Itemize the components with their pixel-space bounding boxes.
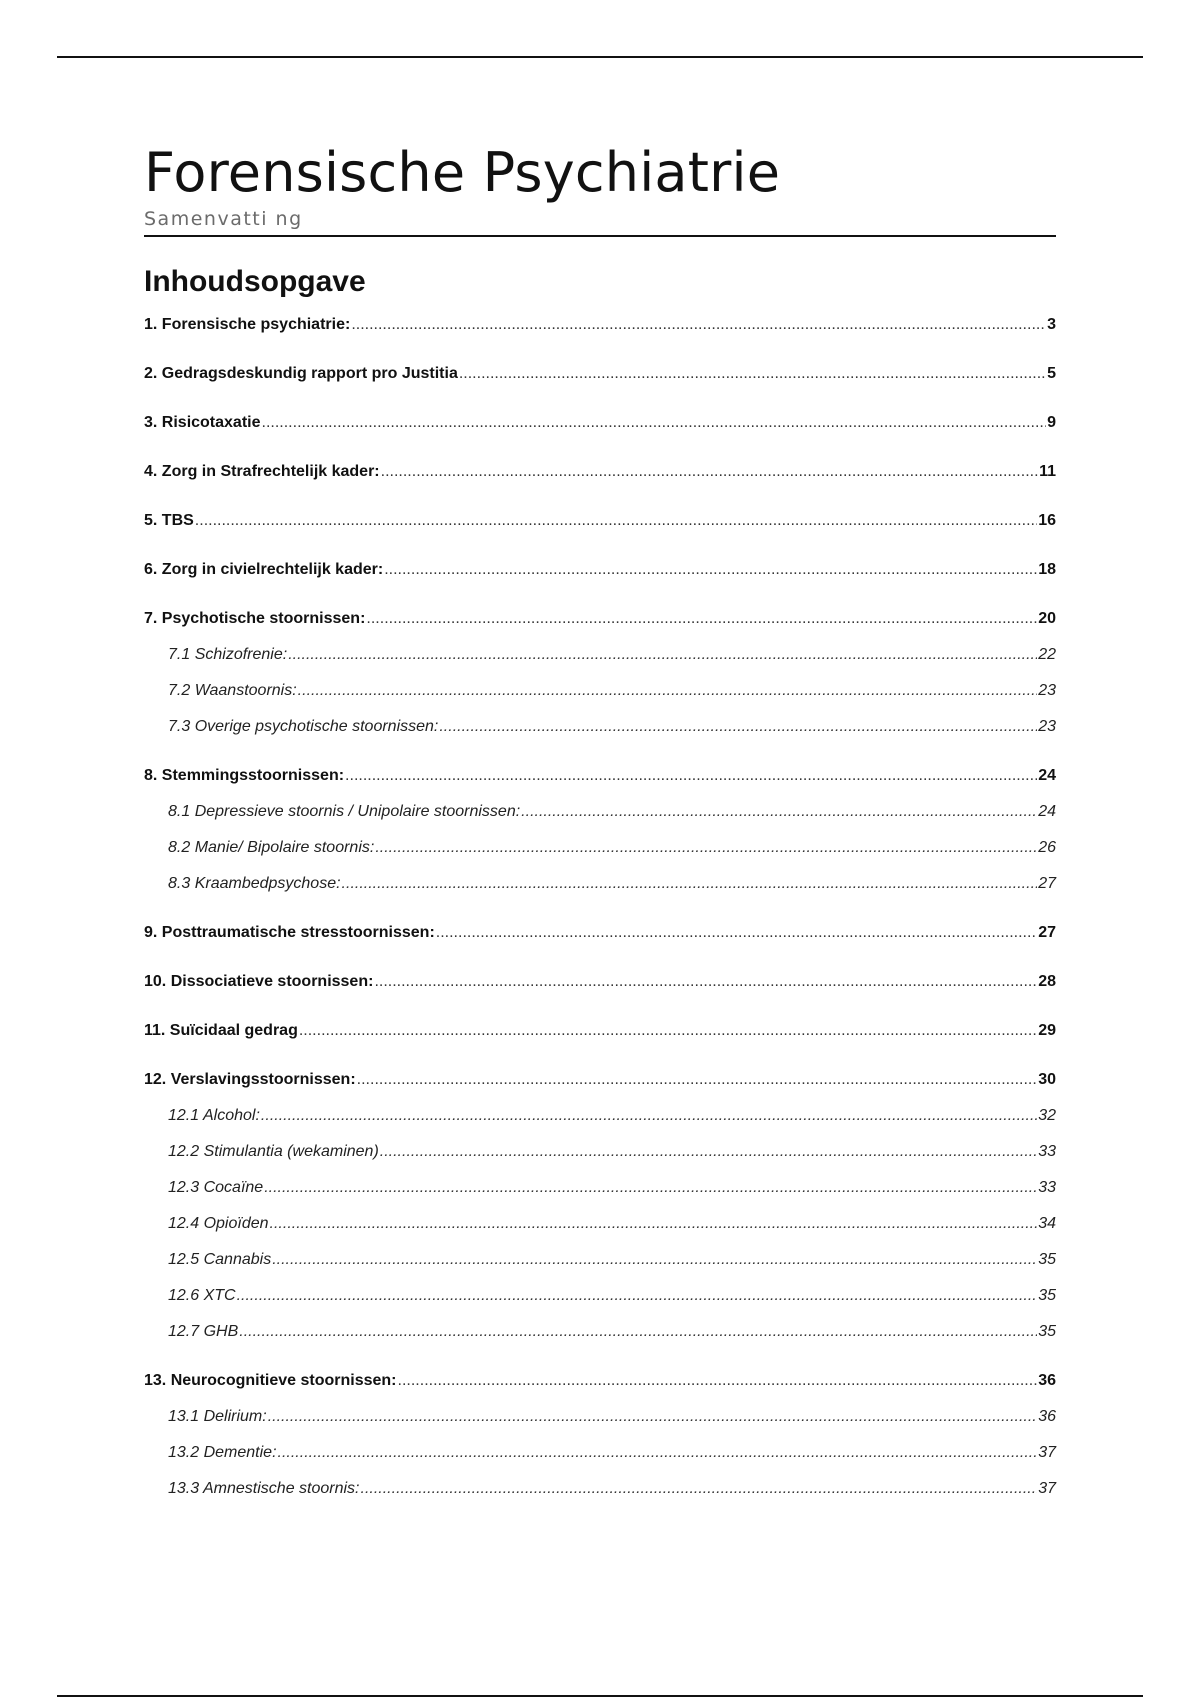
toc-heading: Inhoudsopgave (144, 265, 366, 298)
toc-dot-leader (521, 803, 1037, 821)
toc-dot-leader (436, 924, 1037, 942)
toc-entry-label: 4. Zorg in Strafrechtelijk kader: (144, 463, 380, 480)
toc-entry-chapter[interactable] (144, 1071, 1056, 1107)
toc-entry-label: 13.3 Amnestische stoornis: (168, 1480, 360, 1497)
toc-entry-section[interactable] (144, 1444, 1056, 1480)
toc-entry-label: 8.2 Manie/ Bipolaire stoornis: (168, 839, 375, 856)
toc-entry-label: 7.2 Waanstoornis: (168, 682, 297, 699)
toc-dot-leader (439, 718, 1037, 736)
toc-entry-chapter[interactable] (144, 973, 1056, 1009)
toc-entry-chapter[interactable] (144, 1372, 1056, 1408)
toc-dot-leader (270, 1215, 1038, 1233)
toc-entry-chapter[interactable] (144, 561, 1056, 597)
toc-entry-page-number: 11 (1039, 463, 1056, 480)
toc-entry-label: 7.3 Overige psychotische stoornissen: (168, 718, 439, 735)
toc-entry-label: 8. Stemmingsstoornissen: (144, 767, 345, 784)
toc-entry-page-number: 23 (1038, 682, 1056, 699)
toc-entry-page-number: 32 (1038, 1107, 1056, 1124)
toc-entry-label: 3. Risicotaxatie (144, 414, 261, 431)
toc-entry-chapter[interactable] (144, 316, 1056, 352)
toc-entry-page-number: 29 (1038, 1022, 1056, 1039)
toc-entry-page-number: 18 (1038, 561, 1056, 578)
toc-dot-leader (299, 1022, 1037, 1040)
toc-entry-label: 13.1 Delirium: (168, 1408, 267, 1425)
toc-entry-chapter[interactable] (144, 767, 1056, 803)
toc-dot-leader (459, 365, 1046, 383)
toc-entry-label: 12.4 Opioïden (168, 1215, 269, 1232)
toc-entry-label: 11. Suïcidaal gedrag (144, 1022, 298, 1039)
toc-entry-page-number: 37 (1038, 1480, 1056, 1497)
toc-entry-label: 13. Neurocognitieve stoornissen: (144, 1372, 397, 1389)
toc-entry-page-number: 22 (1038, 646, 1056, 663)
toc-entry-page-number: 28 (1038, 973, 1056, 990)
toc-entry-page-number: 30 (1038, 1071, 1056, 1088)
toc-entry-page-number: 24 (1038, 767, 1056, 784)
toc-entry-page-number: 36 (1038, 1372, 1056, 1389)
toc-entry-section[interactable] (144, 803, 1056, 839)
toc-entry-chapter[interactable] (144, 463, 1056, 499)
toc-entry-label: 9. Posttraumatische stresstoornissen: (144, 924, 435, 941)
toc-entry-page-number: 34 (1038, 1215, 1056, 1232)
toc-dot-leader (268, 1408, 1038, 1426)
toc-entry-section[interactable] (144, 1143, 1056, 1179)
page-bottom-rule (57, 1695, 1143, 1697)
toc-dot-leader (298, 682, 1038, 700)
toc-entry-page-number: 26 (1038, 839, 1056, 856)
toc-entry-page-number: 35 (1038, 1287, 1056, 1304)
toc-entry-page-number: 24 (1038, 803, 1056, 820)
toc-entry-section[interactable] (144, 682, 1056, 718)
toc-entry-label: 12.5 Cannabis (168, 1251, 272, 1268)
toc-entry-label: 13.2 Dementie: (168, 1444, 277, 1461)
toc-entry-chapter[interactable] (144, 414, 1056, 450)
toc-entry-label: 12.1 Alcohol: (168, 1107, 260, 1124)
toc-entry-page-number: 35 (1038, 1251, 1056, 1268)
toc-entry-page-number: 5 (1047, 365, 1056, 382)
toc-dot-leader (288, 646, 1037, 664)
toc-entry-label: 12.7 GHB (168, 1323, 239, 1340)
toc-entry-page-number: 20 (1038, 610, 1056, 627)
toc-entry-label: 8.3 Kraambedpsychose: (168, 875, 341, 892)
toc-entry-chapter[interactable] (144, 512, 1056, 548)
toc-entry-chapter[interactable] (144, 1022, 1056, 1058)
toc-entry-chapter[interactable] (144, 924, 1056, 960)
toc-entry-label: 5. TBS (144, 512, 194, 529)
toc-entry-page-number: 33 (1038, 1143, 1056, 1160)
toc-dot-leader (261, 1107, 1037, 1125)
page-top-rule (57, 56, 1143, 58)
toc-entry-label: 1. Forensische psychiatrie: (144, 316, 351, 333)
toc-dot-leader (374, 973, 1037, 991)
toc-entry-page-number: 33 (1038, 1179, 1056, 1196)
table-of-contents (144, 316, 1056, 1516)
toc-entry-label: 12.6 XTC (168, 1287, 236, 1304)
toc-dot-leader (345, 767, 1037, 785)
toc-dot-leader (381, 463, 1038, 481)
toc-dot-leader (272, 1251, 1037, 1269)
toc-dot-leader (357, 1071, 1038, 1089)
toc-entry-chapter[interactable] (144, 365, 1056, 401)
toc-entry-label: 12. Verslavingsstoornissen: (144, 1071, 356, 1088)
toc-entry-page-number: 37 (1038, 1444, 1056, 1461)
toc-entry-section[interactable] (144, 1287, 1056, 1323)
toc-entry-page-number: 23 (1038, 718, 1056, 735)
toc-entry-label: 12.2 Stimulantia (wekaminen) (168, 1143, 379, 1160)
toc-dot-leader (380, 1143, 1037, 1161)
toc-entry-page-number: 35 (1038, 1323, 1056, 1340)
toc-entry-label: 2. Gedragsdeskundig rapport pro Justitia (144, 365, 458, 382)
toc-entry-section[interactable] (144, 1179, 1056, 1215)
toc-dot-leader (262, 414, 1047, 432)
toc-entry-page-number: 36 (1038, 1408, 1056, 1425)
toc-entry-section[interactable] (144, 1107, 1056, 1143)
toc-entry-section[interactable] (144, 1215, 1056, 1251)
toc-entry-page-number: 27 (1038, 875, 1056, 892)
toc-dot-leader (384, 561, 1037, 579)
toc-entry-section[interactable] (144, 1480, 1056, 1516)
toc-dot-leader (239, 1323, 1037, 1341)
toc-dot-leader (351, 316, 1046, 334)
toc-dot-leader (398, 1372, 1038, 1390)
toc-dot-leader (278, 1444, 1038, 1462)
toc-entry-label: 12.3 Cocaïne (168, 1179, 264, 1196)
toc-dot-leader (264, 1179, 1037, 1197)
toc-entry-label: 8.1 Depressieve stoornis / Unipolaire stoornissen: (168, 803, 521, 820)
toc-entry-chapter[interactable] (144, 610, 1056, 646)
toc-entry-page-number: 16 (1038, 512, 1056, 529)
toc-entry-label: 6. Zorg in civielrechtelijk kader: (144, 561, 384, 578)
document-title: Forensische Psychiatrie (144, 141, 781, 204)
toc-entry-section[interactable] (144, 839, 1056, 875)
toc-dot-leader (361, 1480, 1038, 1498)
toc-entry-section[interactable] (144, 718, 1056, 754)
toc-entry-section[interactable] (144, 1323, 1056, 1359)
toc-entry-section[interactable] (144, 1251, 1056, 1287)
toc-entry-page-number: 9 (1047, 414, 1056, 431)
toc-entry-page-number: 3 (1047, 316, 1056, 333)
toc-entry-label: 7.1 Schizofrenie: (168, 646, 288, 663)
toc-entry-label: 7. Psychotische stoornissen: (144, 610, 366, 627)
toc-entry-label: 10. Dissociatieve stoornissen: (144, 973, 374, 990)
toc-entry-section[interactable] (144, 875, 1056, 911)
title-underline (144, 235, 1056, 237)
toc-entry-section[interactable] (144, 646, 1056, 682)
toc-dot-leader (366, 610, 1037, 628)
toc-dot-leader (375, 839, 1037, 857)
toc-dot-leader (195, 512, 1037, 530)
toc-dot-leader (342, 875, 1038, 893)
toc-entry-page-number: 27 (1038, 924, 1056, 941)
document-subtitle: Samenvatti ng (144, 208, 303, 230)
toc-dot-leader (237, 1287, 1038, 1305)
toc-entry-section[interactable] (144, 1408, 1056, 1444)
document-page (144, 140, 1056, 1516)
